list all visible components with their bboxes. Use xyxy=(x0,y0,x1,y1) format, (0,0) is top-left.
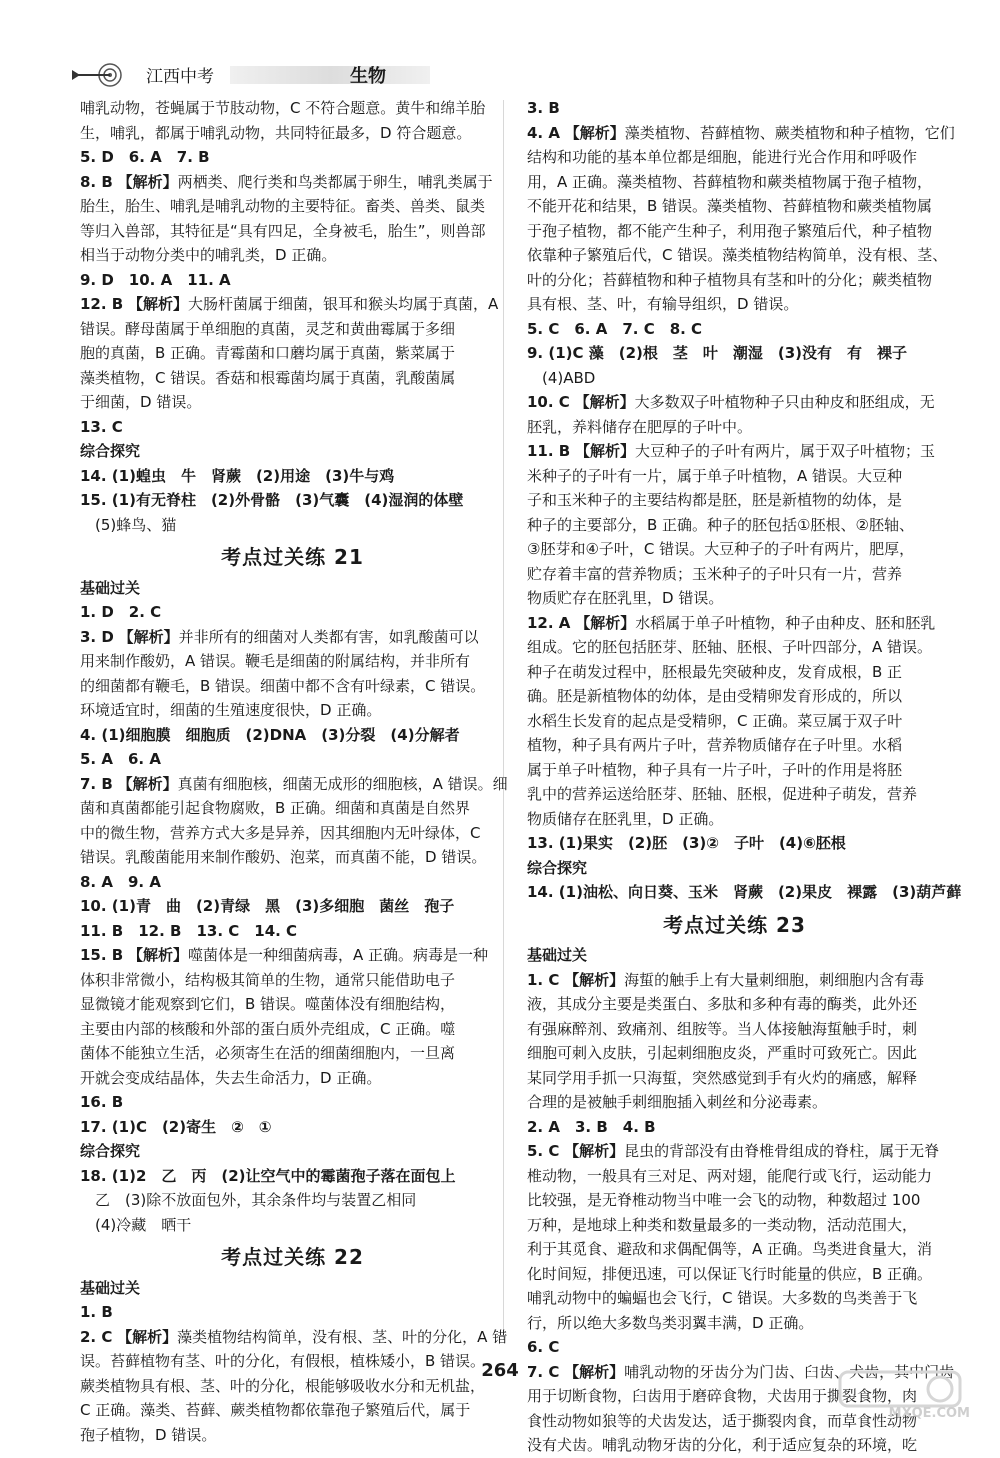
answer-line: 10. (1)青 曲 (2)青绿 黑 (3)多细胞 菌丝 孢子 xyxy=(80,897,455,915)
text-line: 乙 (3)除不放面包外，其余条件均与装置乙相同 xyxy=(80,1191,417,1209)
answer-line xyxy=(80,943,505,968)
section-title: 考点过关练 23 xyxy=(663,912,806,937)
analysis-tag: 【解析】 xyxy=(575,613,636,632)
answer-number: 8. B xyxy=(80,172,113,191)
text-line: 万种，是地球上种类和数量最多的一类动物，活动范围大， xyxy=(527,1215,918,1234)
analysis-text: 水稻属于单子叶植物，种子由种皮、胚和胚乳 xyxy=(635,613,936,632)
text-line: 利于其觅食、避敌和求偶配偶等，A 正确。鸟类进食量大，消 xyxy=(527,1240,933,1258)
answer-number: 2. C xyxy=(80,1327,113,1346)
analysis-tag: 【解析】 xyxy=(118,627,179,646)
subsection-heading: 综合探究 xyxy=(527,858,588,877)
text-line: 食性动物如狼等的犬齿发达，适于撕裂肉食，而草食性动物 xyxy=(527,1411,918,1430)
text-line: 液，其成分主要是类蛋白、多肽和多种有毒的酶类，此外还 xyxy=(527,995,918,1013)
text-line: 的细菌都有鞭毛，B 错误。细菌中都不含有叶绿素，C 错误。 xyxy=(80,676,486,695)
answer-number: 11. B xyxy=(527,442,571,460)
analysis-tag: 【解析】 xyxy=(564,970,625,989)
answer-line xyxy=(527,611,942,636)
answer-line: 17. (1)C (2)寄生 ② ① xyxy=(80,1117,272,1136)
text-line: 依靠种子繁殖后代，C 错误。藻类植物结构简单，没有根、茎、 xyxy=(527,246,948,264)
analysis-text: 藻类植物结构简单，没有根、茎、叶的分化，A 错 xyxy=(177,1327,508,1346)
text-line: 贮存着丰富的营养物质；玉米种子的子叶只有一片，营养 xyxy=(527,564,903,583)
book-title: 江西中考 xyxy=(146,67,214,87)
answer-line: 13. (1)果实 (2)胚 (3)② 子叶 (4)⑥胚根 xyxy=(527,834,846,852)
text-line: 没有犬齿。哺乳动物牙齿的分化，利于适应复杂的环境，吃 xyxy=(527,1436,918,1454)
answer-number: 12. A xyxy=(527,613,571,632)
answer-line xyxy=(527,968,942,993)
text-line: 细胞可刺入皮肤，引起刺细胞皮炎，严重时可致死亡。因此 xyxy=(527,1044,918,1062)
text-line: 确。胚是新植物体的幼体，是由受精卵发育形成的，所以 xyxy=(527,687,903,705)
answer-line xyxy=(80,170,505,195)
page-number: 264 xyxy=(481,1360,519,1381)
text-line: 物质贮存在胚乳里，D 错误。 xyxy=(527,589,724,607)
subsection-heading: 基础过关 xyxy=(80,578,141,597)
analysis-text: 海蜇的触手上有大量刺细胞，刺细胞内含有毒 xyxy=(624,970,925,989)
subsection-heading: 基础过关 xyxy=(527,946,588,964)
answer-line: 15. (1)有无脊柱 (2)外骨骼 (3)气囊 (4)湿润的体壁 xyxy=(80,491,464,509)
analysis-text: 大多数双子叶植物种子只由种皮和胚组成，无 xyxy=(634,393,935,411)
analysis-tag: 【解析】 xyxy=(128,946,189,964)
text-line: 等归入兽部，其特征是“具有四足，全身被毛，胎生”，则兽部 xyxy=(80,221,486,240)
text-line: ③胚芽和④子叶，C 错误。大豆种子的子叶有两片，肥厚， xyxy=(527,540,915,558)
subsection-heading: 综合探究 xyxy=(80,442,141,460)
text-line: (4)ABD xyxy=(527,368,596,387)
text-line: 开就会变成结晶体，失去生命活力，D 正确。 xyxy=(80,1068,382,1087)
text-line: 相当于动物分类中的哺乳类，D 正确。 xyxy=(80,246,337,264)
answer-line: 8. A 9. A xyxy=(80,872,161,891)
text-line: 米种子的子叶有一片，属于单子叶植物，A 错误。大豆种 xyxy=(527,466,903,485)
text-line: 胞的真菌，B 正确。青霉菌和口蘑均属于真菌，紫菜属于 xyxy=(80,344,456,362)
text-line: 哺乳动物中的蝙蝠也会飞行，C 错误。大多数的鸟类善于飞 xyxy=(527,1289,918,1307)
answer-number: 1. C xyxy=(527,970,560,989)
text-line: 错误。酵母菌属于单细胞的真菌，灵芝和黄曲霉属于多细 xyxy=(80,319,456,338)
text-line: 菌体不能独立生活，必须寄生在活的细菌细胞内，一旦离 xyxy=(80,1044,456,1062)
text-line: 属于单子叶植物，种子具有一片子叶，子叶的作用是将胚 xyxy=(527,760,903,779)
answer-line xyxy=(527,390,942,415)
text-line: 用于切断食物，臼齿用于磨碎食物，犬齿用于撕裂食物，肉 xyxy=(527,1387,918,1405)
text-line: 物质储存在胚乳里，D 正确。 xyxy=(527,809,724,828)
page-header xyxy=(70,58,450,92)
text-line: 结构和功能的基本单位都是细胞，能进行光合作用和呼吸作 xyxy=(527,148,918,166)
text-line: 误。苔藓植物有茎、叶的分化，有假根，植株矮小，B 错误。 xyxy=(80,1352,486,1370)
answer-line: 4. (1)细胞膜 细胞质 (2)DNA (3)分裂 (4)分解者 xyxy=(80,725,460,744)
answer-number: 10. C xyxy=(527,393,570,411)
analysis-tag: 【解析】 xyxy=(117,172,178,191)
analysis-tag: 【解析】 xyxy=(564,1142,625,1160)
analysis-text: 大肠杆菌属于细菌，银耳和猴头均属于真菌，A xyxy=(188,295,499,313)
text-line: 有强麻醉剂、致痛剂、组胺等。当人体接触海蜇触手时，刺 xyxy=(527,1019,918,1038)
text-line: 体积非常微小，结构极其简单的生物，通常只能借助电子 xyxy=(80,970,456,989)
answer-line xyxy=(527,439,942,464)
watermark-stamp-icon xyxy=(820,1370,970,1410)
answer-line xyxy=(527,121,955,146)
text-line: 藻类植物，C 错误。香菇和根霉菌均属于真菌，乳酸菌属 xyxy=(80,368,456,387)
text-line: 胚乳，养料储存在肥厚的子叶中。 xyxy=(527,417,753,436)
answer-line: 5. A 6. A xyxy=(80,750,161,768)
text-line: 生，哺乳，都属于哺乳动物，共同特征最多，D 符合题意。 xyxy=(80,123,472,142)
text-line: 某同学用手抓一只海蜇，突然感觉到手有火灼的痛感，解释 xyxy=(527,1068,918,1087)
analysis-text: 并非所有的细菌对人类都有害，如乳酸菌可以 xyxy=(178,627,479,646)
analysis-text: 哺乳动物的牙齿分为门齿、臼齿、犬齿，其中门齿 xyxy=(624,1362,955,1381)
text-line: 环境适宜时，细菌的生殖速度很快，D 正确。 xyxy=(80,701,382,719)
text-line: 于孢子植物，都不能产生种子，利用孢子繁殖后代，种子植物 xyxy=(527,221,933,240)
analysis-text: 真菌有细胞核，细菌无成形的细胞核，A 错误。细 xyxy=(177,774,508,793)
text-line: 乳中的营养运送给胚芽、胚轴、胚根，促进种子萌发，营养 xyxy=(527,785,918,803)
analysis-text: 昆虫的背部没有由脊椎骨组成的脊柱，属于无脊 xyxy=(624,1142,940,1160)
analysis-tag: 【解析】 xyxy=(574,393,635,411)
section-title: 考点过关练 21 xyxy=(221,545,364,569)
text-line: (4)冷藏 晒干 xyxy=(80,1215,192,1234)
answer-line xyxy=(80,1325,508,1350)
answer-line: 18. (1)2 乙 丙 (2)让空气中的霉菌孢子落在面包上 xyxy=(80,1166,456,1185)
analysis-tag: 【解析】 xyxy=(128,295,189,313)
text-line: 错误。乳酸菌能用来制作酸奶、泡菜，而真菌不能，D 错误。 xyxy=(80,848,487,866)
text-line: 用来制作酸奶，A 错误。鞭毛是细菌的附属结构，并非所有 xyxy=(80,652,471,670)
answer-number: 15. B xyxy=(80,946,124,964)
text-line: 水稻生长发育的起点是受精卵，C 正确。菜豆属于双子叶 xyxy=(527,711,903,730)
text-line: (5)蜂鸟、猫 xyxy=(80,515,177,534)
header-band xyxy=(230,66,430,84)
text-line: 叶的分化；苔藓植物和种子植物具有茎和叶的分化；蕨类植物 xyxy=(527,270,933,289)
subsection-heading: 基础过关 xyxy=(80,1278,141,1297)
answer-line: 2. A 3. B 4. B xyxy=(527,1117,656,1136)
text-line: 种子的主要部分，B 正确。种子的胚包括①胚根、②胚轴、 xyxy=(527,515,914,534)
answer-line: 5. C 6. A 7. C 8. C xyxy=(527,319,703,338)
left-column xyxy=(80,96,508,1447)
text-line: C 正确。藻类、苔藓、蕨类植物都依靠孢子繁殖后代，属于 xyxy=(80,1401,471,1419)
text-line: 胎生，胎生、哺乳是哺乳动物的主要特征。畜类、兽类、鼠类 xyxy=(80,197,486,215)
answer-line: 9. D 10. A 11. A xyxy=(80,270,231,289)
text-line: 合理的是被触手刺细胞插入刺丝和分泌毒素。 xyxy=(527,1093,828,1111)
text-line: 具有根、茎、叶，有输导组织，D 错误。 xyxy=(527,295,799,313)
answer-number: 3. D xyxy=(80,627,114,646)
analysis-tag: 【解析】 xyxy=(117,1327,178,1346)
answer-line: 9. (1)C 藻 (2)根 茎 叶 潮湿 (3)没有 有 裸子 xyxy=(527,344,908,362)
text-line: 孢子植物，D 错误。 xyxy=(80,1425,217,1444)
answer-line xyxy=(80,292,505,317)
text-line: 比较强，是无脊椎动物当中唯一会飞的动物，种数超过 100 xyxy=(527,1191,921,1209)
answer-line: 1. B xyxy=(80,1303,113,1321)
right-column xyxy=(527,96,962,1458)
text-line: 蕨类植物具有根、茎、叶的分化，根能够吸收水分和无机盐， xyxy=(80,1376,486,1395)
text-line: 中的微生物，营养方式大多是异养，因其细胞内无叶绿体，C xyxy=(80,823,481,842)
text-line: 行，所以绝大多数鸟类羽翼丰满，D 正确。 xyxy=(527,1313,814,1332)
answer-line: 6. C xyxy=(527,1338,560,1356)
analysis-text: 两栖类、爬行类和鸟类都属于卵生，哺乳类属于 xyxy=(177,172,493,191)
text-line: 组成。它的胚包括胚芽、胚轴、胚根、子叶四部分，A 错误。 xyxy=(527,638,933,656)
answer-line: 11. B 12. B 13. C 14. C xyxy=(80,921,298,940)
answer-line: 5. D 6. A 7. B xyxy=(80,148,210,166)
text-line: 植物，种子具有两片子叶，营养物质储存在子叶里。水稻 xyxy=(527,736,903,754)
text-line: 哺乳动物，苍蝇属于节肢动物，C 不符合题意。黄牛和绵羊胎 xyxy=(80,99,486,117)
section-title: 考点过关练 22 xyxy=(221,1245,364,1269)
answer-number: 7. C xyxy=(527,1362,560,1381)
answer-number: 5. C xyxy=(527,1142,560,1160)
text-line: 主要由内部的核酸和外部的蛋白质外壳组成，C 正确。噬 xyxy=(80,1019,456,1038)
answer-line xyxy=(527,1139,942,1164)
watermark-text: MXQE.COM xyxy=(888,1406,970,1421)
analysis-text: 大豆种子的子叶有两片，属于双子叶植物；玉 xyxy=(635,442,936,460)
answer-line: 14. (1)油松、向日葵、玉米 肾蕨 (2)果皮 裸露 (3)葫芦藓 xyxy=(527,883,962,901)
analysis-tag: 【解析】 xyxy=(575,442,636,460)
analysis-text: 噬菌体是一种细菌病毒，A 正确。病毒是一种 xyxy=(188,946,489,964)
text-line: 于细菌，D 错误。 xyxy=(80,393,202,411)
answer-number: 4. A xyxy=(527,123,560,142)
answer-line: 1. D 2. C xyxy=(80,603,162,621)
answer-line xyxy=(80,772,508,797)
answer-line: 16. B xyxy=(80,1093,124,1111)
subsection-heading: 综合探究 xyxy=(80,1142,141,1160)
watermark xyxy=(820,1370,970,1422)
analysis-tag: 【解析】 xyxy=(117,774,178,793)
analysis-tag: 【解析】 xyxy=(564,1362,625,1381)
answer-line: 3. B xyxy=(527,99,560,117)
subject-title: 生物 xyxy=(350,66,386,87)
text-line: 不能开花和结果，B 错误。藻类植物、苔藓植物和蕨类植物属 xyxy=(527,197,933,215)
answer-number: 12. B xyxy=(80,295,124,313)
analysis-tag: 【解析】 xyxy=(564,123,625,142)
answer-line: 13. C xyxy=(80,417,123,436)
text-line: 椎动物，一般具有三对足、两对翅，能爬行或飞行，运动能力 xyxy=(527,1166,933,1185)
arrow-target-logo-icon xyxy=(70,62,126,88)
text-line: 子和玉米种子的主要结构都是胚，胚是新植物的幼体，是 xyxy=(527,491,903,509)
answer-line: 14. (1)蝗虫 牛 肾蕨 (2)用途 (3)牛与鸡 xyxy=(80,466,395,485)
text-line: 化时间短，排便迅速，可以保证飞行时能量的供应，B 正确。 xyxy=(527,1264,933,1283)
text-line: 菌和真菌都能引起食物腐败，B 正确。细菌和真菌是自然界 xyxy=(80,799,471,817)
text-line: 种子在萌发过程中，胚根最先突破种皮，发育成根，B 正 xyxy=(527,662,903,681)
analysis-text: 藻类植物、苔藓植物、蕨类植物和种子植物，它们 xyxy=(624,123,955,142)
answer-number: 7. B xyxy=(80,774,113,793)
answer-line xyxy=(80,625,505,650)
text-line: 显微镜才能观察到它们，B 错误。噬菌体没有细胞结构， xyxy=(80,995,456,1013)
text-line: 用，A 正确。藻类植物、苔藓植物和蕨类植物属于孢子植物， xyxy=(527,172,933,191)
